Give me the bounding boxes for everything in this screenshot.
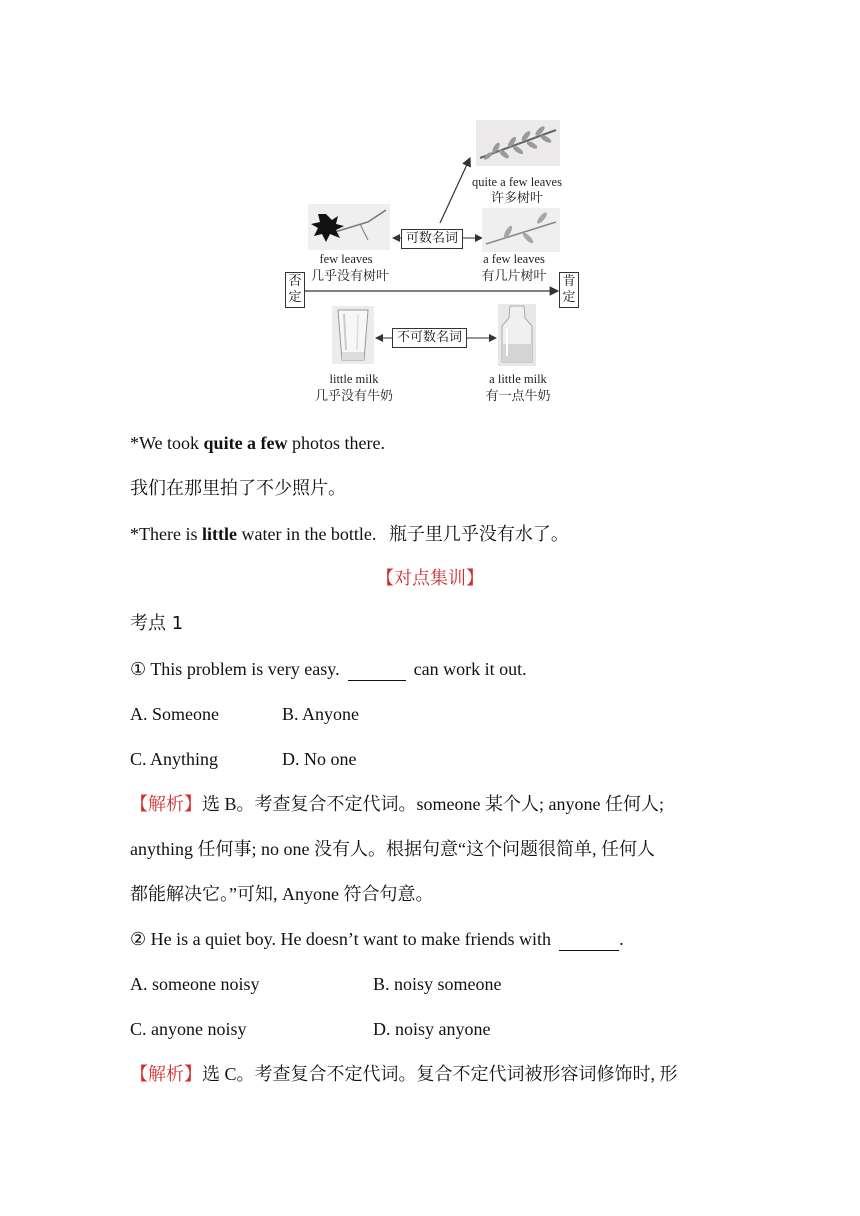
quite-a-few-cn: 许多树叶: [490, 191, 543, 206]
quite-a-few-en: quite a few leaves: [472, 175, 562, 189]
example-2-suffix: water in the bottle.: [236, 524, 377, 544]
question-2-number: ②: [130, 929, 147, 949]
example-1-keyword: quite a few: [203, 433, 288, 453]
question-2-blank[interactable]: [559, 932, 619, 951]
question-2-option-d[interactable]: D. noisy anyone: [373, 1019, 491, 1039]
uncountable-noun-label: 不可数名词: [392, 328, 467, 348]
a-few-leaves-cn: 有几片树叶: [481, 269, 547, 284]
example-2-keyword: little: [201, 524, 237, 544]
few-leaves-cn: 几乎没有树叶: [310, 269, 389, 284]
question-2-stem-text: He is a quiet boy. He doesn’t want to make friends with: [146, 929, 552, 949]
question-1-analysis-line-3: 都能解决它。”可知, Anyone 符合句意。: [130, 884, 434, 904]
example-1-prefix: *We took: [130, 433, 204, 453]
question-1-analysis-tag: 【解析】: [130, 794, 202, 815]
question-1-stem-a: This problem is very easy.: [146, 659, 340, 679]
question-1-stem-b: can work it out.: [413, 659, 527, 679]
section-title: 【对点集训】: [376, 568, 484, 589]
positive-label: 肯定: [559, 272, 579, 308]
question-2-analysis-tag: 【解析】: [130, 1064, 202, 1085]
glass-image: [332, 306, 374, 364]
question-2-stem-end: .: [619, 929, 624, 949]
point-label: 考点 1: [130, 613, 184, 634]
question-1-analysis-text-1: 选 B。考查复合不定代词。someone 某个人; anyone 任何人;: [202, 794, 664, 814]
example-2-prefix: *There is: [130, 524, 202, 544]
question-1-option-b[interactable]: B. Anyone: [282, 704, 360, 724]
question-1-analysis-line-1: [130, 792, 664, 817]
question-2-analysis-text-1: 选 C。考查复合不定代词。复合不定代词被形容词修饰时, 形: [202, 1064, 678, 1084]
question-1-option-c[interactable]: C. Anything: [130, 749, 219, 769]
a-few-leaves-image: [482, 208, 560, 252]
a-little-milk-en: a little milk: [489, 372, 547, 386]
question-1-option-a[interactable]: A. Someone: [130, 704, 219, 724]
negative-label: 否定: [285, 272, 305, 308]
question-2-option-c[interactable]: C. anyone noisy: [130, 1019, 247, 1039]
example-1-suffix: photos there.: [287, 433, 386, 453]
question-1-option-d[interactable]: D. No one: [282, 749, 357, 769]
countable-noun-label: 可数名词: [401, 229, 463, 249]
few-leaves-image: [308, 204, 390, 250]
question-1-stem: [130, 657, 527, 681]
question-2-option-a[interactable]: A. someone noisy: [130, 974, 260, 994]
question-2-option-b[interactable]: B. noisy someone: [373, 974, 502, 994]
question-2-analysis-line-1: [130, 1062, 678, 1087]
example-sentence-2: [130, 522, 569, 547]
a-few-leaves-en: a few leaves: [483, 252, 545, 266]
example-sentence-1: [130, 431, 385, 455]
little-milk-cn: 几乎没有牛奶: [314, 389, 393, 404]
many-leaves-image: [476, 120, 560, 166]
question-2-stem: [130, 927, 624, 951]
question-1-blank[interactable]: [348, 662, 406, 681]
little-milk-en: little milk: [329, 372, 379, 386]
quantifier-diagram: [282, 116, 586, 412]
question-1-number: ①: [130, 659, 147, 679]
milk-bottle-image: [498, 304, 536, 366]
few-leaves-en: few leaves: [319, 252, 373, 266]
question-1-analysis-line-2: anything 任何事; no one 没有人。根据句意“这个问题很简单, 任何人: [130, 839, 655, 859]
a-little-milk-cn: 有一点牛奶: [485, 389, 551, 404]
example-2-translation: 瓶子里几乎没有水了。: [388, 524, 569, 545]
example-1-translation: 我们在那里拍了不少照片。: [130, 478, 346, 499]
